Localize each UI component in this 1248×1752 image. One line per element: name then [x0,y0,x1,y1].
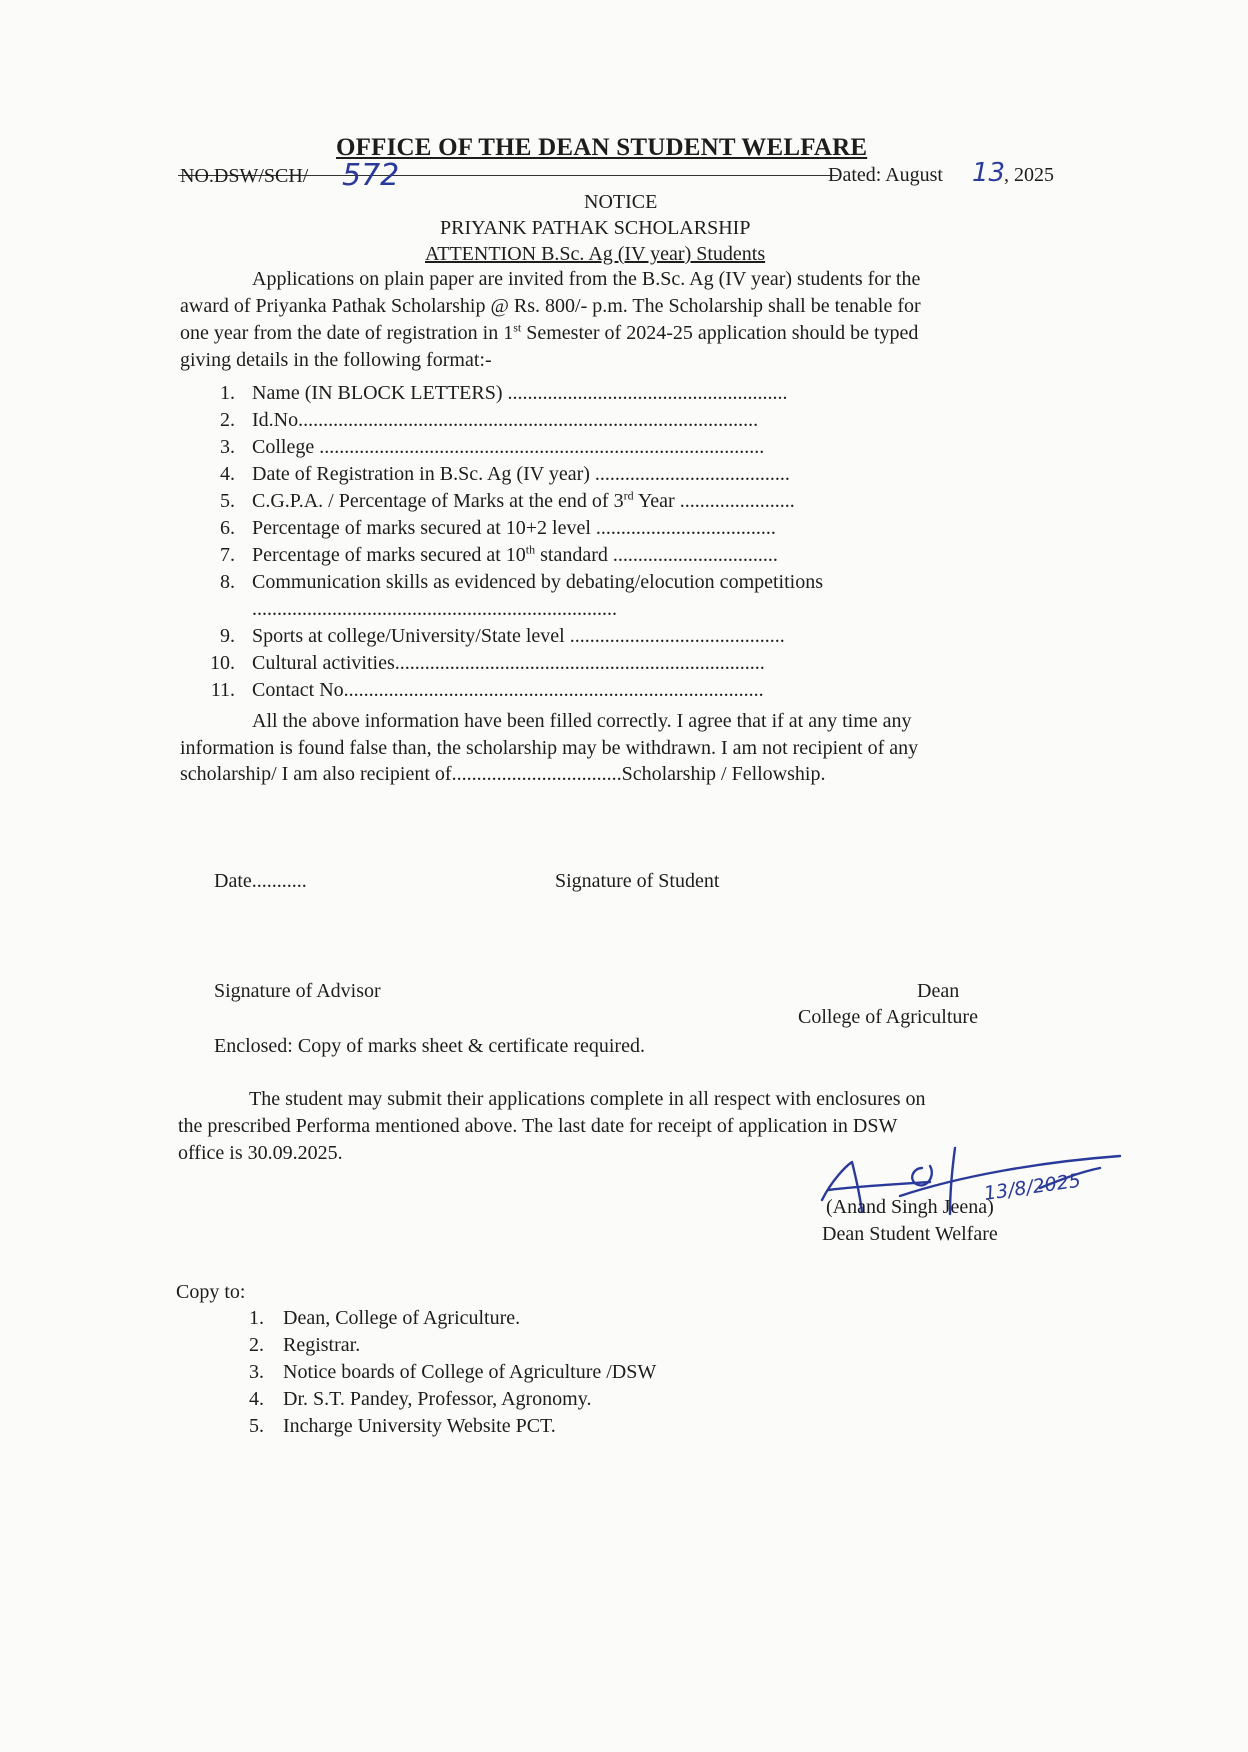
college-label: College of Agriculture [798,1006,978,1028]
copy-to-label: Copy to: [176,1281,246,1303]
sign-date-handwritten: 13/8/2025 [982,1169,1083,1205]
notice-document: OFFICE OF THE DEAN STUDENT WELFARE NO.DSW/SCH/ 572 Dated: August 13 , 2025 NOTICE PRIYANK PATHAK SCHOLARSHIP ATTENTION B.Sc. Ag (IV year) Students Applications on plain paper are invited from the B.Sc. Ag (IV year) students for the award of Priyanka Pathak Scholarship @ Rs. 800/- p.m. The Scholarship shall be tenable for one year from the date of registration in 1st Semester of 2024-25 application should be typed giving details in the following format:- 1. Name (IN BLOCK LETTERS) ........................................................ 2. Id.No............................................................................................ 3. College ......................................................................................... 4. Date of Registration in B.Sc. Ag (IV year) ....................................... 5. C.G.P.A. / Percentage of Marks at the end of 3rd Year ....................... 6. Percentage of marks secured at 10+2 level .................................... 7. Percentage of marks secured at 10th standard ................................. 8. Communication skills as evidenced by debating/elocution competitions ......................................................................... 9. Sports at college/University/State level ........................................... 10. Cultural activities.......................................................................... 11. Contact No.................................................................................... All the above information have been filled correctly. I agree that if at any time any information is found false than, the scholarship may be withdrawn. I am not recipient of any scholarship/ I am also recipient of..................................Scholarship / Fellowship. Date........... Signature of Student Signature of Advisor Dean College of Agriculture Enclosed: Copy of marks sheet & certificate required. The student may submit their applications complete in all respect with enclosures on the prescribed Performa mentioned above. The last date for receipt of application in DSW office is 30.09.2025. 13/8/2025 (Anand Singh Jeena) Dean Student Welfare Copy to: 1. Dean, College of Agriculture. 2. Registrar. 3. Notice boards of College of Agriculture /DSW 4. Dr. S.T. Pandey, Professor, Agronomy. 5. Incharge University Website PCT. [0,0,1248,1752]
ref-prefix: NO.DSW/SCH/ [180,165,309,187]
dated-label: Dated: August [828,164,943,186]
office-title: OFFICE OF THE DEAN STUDENT WELFARE [336,134,868,161]
enclosed-note: Enclosed: Copy of marks sheet & certificate required. [214,1035,645,1057]
scholarship-name: PRIYANK PATHAK SCHOLARSHIP [440,217,751,239]
student-signature-label: Signature of Student [555,870,720,892]
date-field: Date........... [214,870,307,892]
intro-line-1: Applications on plain paper are invited from the B.Sc. Ag (IV year) students for the [252,268,921,290]
advisor-signature-label: Signature of Advisor [214,980,381,1002]
dean-label: Dean [917,980,960,1002]
declaration-line-3: scholarship/ I am also recipient of..................................Scholarship / Fellowship. [180,763,826,785]
ref-number-handwritten: 572 [342,158,400,193]
submission-line-2: the prescribed Performa mentioned above. The last date for receipt of application in DSW [178,1115,898,1137]
intro-line-3: one year from the date of registration in 1st Semester of 2024-25 application should be typed [180,320,919,344]
signatory-name: (Anand Singh Jeena) [826,1196,994,1218]
submission-line-3: office is 30.09.2025. [178,1142,343,1164]
declaration-line-2: information is found false than, the scholarship may be withdrawn. I am not recipient of any [180,737,919,759]
signatory-designation: Dean Student Welfare [822,1223,998,1245]
dated-day-handwritten: 13 [972,158,1006,188]
notice-heading: NOTICE [584,191,658,213]
submission-line-1: The student may submit their applications complete in all respect with enclosures on [249,1088,926,1110]
attention-line: ATTENTION B.Sc. Ag (IV year) Students [425,243,766,265]
intro-line-2: award of Priyanka Pathak Scholarship @ Rs. 800/- p.m. The Scholarship shall be tenable for [180,295,921,317]
dated-year: , 2025 [1004,164,1054,186]
declaration-line-1: All the above information have been filled correctly. I agree that if at any time any [252,710,912,732]
intro-line-4: giving details in the following format:- [180,349,492,371]
